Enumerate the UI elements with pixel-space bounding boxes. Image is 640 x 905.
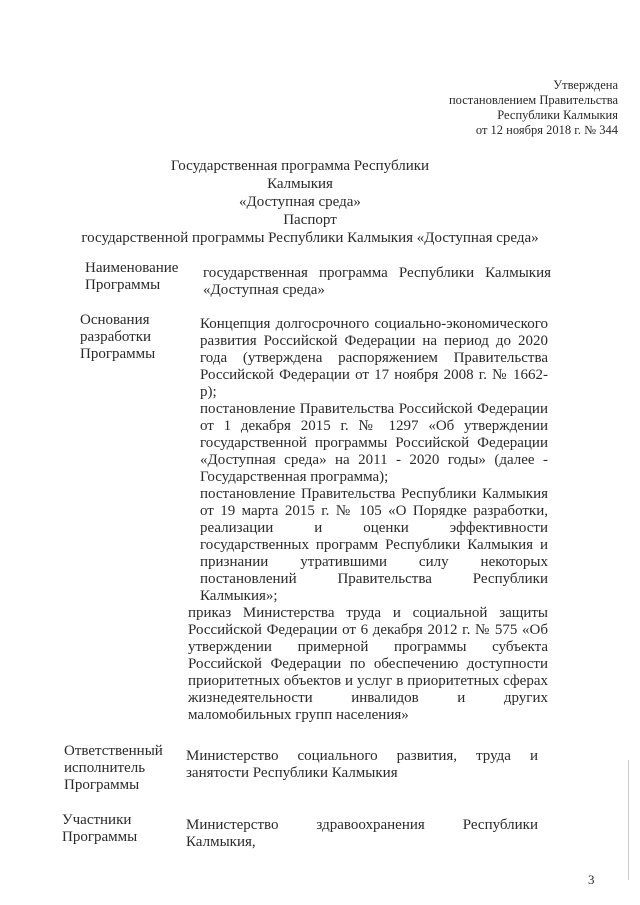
passport-title: Паспорт (283, 212, 337, 228)
passport-subtitle: государственной программы Республики Калмыкия «Доступная среда» (81, 230, 539, 246)
program-title-line-2: «Доступная среда» (239, 194, 361, 210)
page-number: 3 (588, 872, 595, 887)
row-content-basis (188, 316, 548, 724)
approval-line-3: Республики Калмыкия (497, 108, 618, 122)
row-content-participants: Министерство здравоохранения Республики Калмыкия, (186, 817, 538, 850)
basis-item-3: постановление Правительства Республики Калмыкия от 19 марта 2015 г. № 105 «О Порядке разработки, реализации и оценки эффективности государственных программ Республики Калмыкия и признании утратившими силу некоторых постановлений Правительства Республики Калмыкия»; (200, 486, 548, 604)
row-label-program-name: Наименование Программы (85, 260, 179, 293)
approval-line-2: постановлением Правительства (448, 93, 618, 107)
row-label-participants: Участники Программы (62, 812, 138, 845)
approval-stamp (449, 78, 618, 138)
program-title-line-1: Государственная программа Республики Калмыкия (170, 158, 430, 192)
basis-item-2: постановление Правительства Российской Федерации от 1 декабря 2015 г. № 1297 «Об утверждении государственной программы Российской Федерации «Доступная среда» на 2011 - 2020 годы» (далее - Государственная программа); (200, 401, 548, 485)
approval-line-1: Утверждена (553, 78, 618, 92)
approval-line-4: от 12 ноября 2018 г. № 344 (475, 123, 618, 137)
row-content-executor: Министерство социального развития, труда и занятости Республики Калмыкия (186, 748, 538, 781)
row-label-executor: Ответственный исполнитель Программы (64, 743, 163, 793)
basis-item-4: приказ Министерства труда и социальной защиты Российской Федерации от 6 декабря 2012 г. № 575 «Об утверждении примерной программы субъекта Российской Федерации по обеспечению доступности приоритетных объектов и услуг в приоритетных сферах жизнедеятельности инвалидов и других маломобильных групп населения» (188, 605, 548, 723)
scan-edge-mark (628, 760, 629, 880)
basis-item-1: Концепция долгосрочного социально-экономического развития Российской Федерации на период до 2020 года (утверждена распоряжением Правительства Российской Федерации от 17 ноября 2008 г. № 1662-р); (200, 316, 548, 400)
program-title (150, 157, 450, 211)
passport-heading (81, 211, 539, 247)
row-label-basis: Основания разработки Программы (80, 312, 156, 362)
row-content-program-name: государственная программа Республики Калмыкия «Доступная среда» (203, 265, 551, 298)
